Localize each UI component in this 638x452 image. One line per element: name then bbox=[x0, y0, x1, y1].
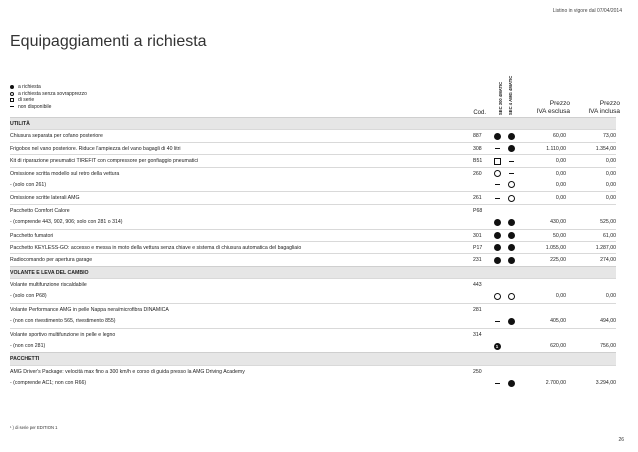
price-ex-vat: 430,00 bbox=[550, 219, 566, 226]
item-code: P68 bbox=[473, 207, 483, 214]
model-2-availability bbox=[507, 181, 515, 189]
price-inc-vat-header bbox=[568, 100, 620, 116]
dash-icon bbox=[495, 148, 500, 149]
model-1-availability bbox=[493, 145, 501, 153]
model-1-availability bbox=[493, 170, 501, 178]
legend-label: di serie bbox=[18, 97, 35, 103]
filled-circle-icon bbox=[494, 219, 501, 226]
model-2-availability bbox=[507, 306, 515, 314]
item-description: AMG Driver's Package: velocità max fino a 300 km/h e corso di guida presso la AMG Driving Academy bbox=[10, 368, 245, 375]
section-title: UTILITÀ bbox=[10, 121, 30, 127]
model-1-header: SEC 300 4MATIC bbox=[498, 81, 503, 115]
price-inc-vat: 756,00 bbox=[600, 343, 616, 350]
section-header-row bbox=[10, 352, 616, 364]
item-description: - (solo con 261) bbox=[10, 181, 47, 188]
dash-icon bbox=[509, 161, 514, 162]
model-2-availability bbox=[507, 218, 515, 226]
price-ex-vat: 2.700,00 bbox=[545, 380, 566, 387]
model-1-availability bbox=[493, 256, 501, 264]
number-one-circle-icon: 1 bbox=[494, 343, 501, 350]
table-row bbox=[10, 154, 616, 166]
item-description: Volante multifunzione riscaldabile bbox=[10, 282, 87, 289]
legend-item bbox=[10, 104, 87, 111]
model-1-availability bbox=[493, 218, 501, 226]
filled-circle-icon bbox=[494, 232, 501, 239]
filled-circle-icon bbox=[508, 219, 515, 226]
dash-icon bbox=[10, 106, 14, 107]
legend bbox=[10, 84, 87, 110]
section-title: VOLANTE E LEVA DEL CAMBIO bbox=[10, 269, 89, 276]
model-1-availability bbox=[493, 306, 501, 314]
table-row bbox=[10, 303, 616, 315]
model-1-availability bbox=[493, 244, 501, 252]
item-code: 887 bbox=[473, 133, 482, 140]
table-row bbox=[10, 229, 616, 241]
code-header: Cod. bbox=[473, 110, 486, 116]
model-1-availability bbox=[493, 292, 501, 300]
item-description: - (non con 281) bbox=[10, 343, 46, 350]
page-number: 26 bbox=[618, 437, 624, 443]
model-2-availability bbox=[507, 331, 515, 339]
footnote: ¹ ) di serie per EDITION 1 bbox=[10, 425, 58, 430]
filled-circle-icon bbox=[508, 133, 515, 140]
section-header-row bbox=[10, 266, 616, 278]
item-description: - (comprende AC1; non con R66) bbox=[10, 380, 87, 387]
item-description: Radiocomando per apertura garage bbox=[10, 257, 93, 264]
item-description: Kit di riparazione pneumatici TIREFIT con compressore per gonfiaggio pneumatici bbox=[10, 158, 199, 165]
dash-icon bbox=[495, 321, 500, 322]
item-code: 250 bbox=[473, 368, 482, 375]
price-inc-vat: 0,00 bbox=[605, 158, 616, 165]
model-2-availability bbox=[507, 317, 515, 325]
table-row bbox=[10, 340, 616, 352]
validity-note: Listino in vigore dal 07/04/2014 bbox=[552, 8, 622, 14]
model-1-availability bbox=[493, 194, 501, 202]
model-2-availability bbox=[507, 145, 515, 153]
table-row bbox=[10, 191, 616, 203]
model-1-availability bbox=[493, 132, 501, 140]
price-inc-vat-header-line1: Prezzo bbox=[599, 100, 620, 107]
table-row bbox=[10, 290, 616, 302]
model-2-availability bbox=[507, 170, 515, 178]
filled-circle-icon bbox=[10, 85, 14, 89]
model-2-availability bbox=[507, 379, 515, 387]
model-1-availability bbox=[493, 232, 501, 240]
item-code: 261 bbox=[473, 195, 482, 202]
table-row bbox=[10, 241, 616, 253]
dash-icon bbox=[495, 184, 500, 185]
filled-circle-icon bbox=[508, 232, 515, 239]
price-ex-vat-header bbox=[518, 100, 570, 116]
price-inc-vat: 1.354,00 bbox=[595, 145, 616, 152]
table-row bbox=[10, 365, 616, 377]
item-description: Chiusura separata per cofano posteriore bbox=[10, 133, 103, 140]
item-code: 281 bbox=[473, 306, 482, 313]
table-row bbox=[10, 142, 616, 154]
empty-circle-icon bbox=[508, 293, 515, 300]
model-2-availability bbox=[507, 342, 515, 350]
page-title: Equipaggiamenti a richiesta bbox=[10, 33, 207, 50]
table-row bbox=[10, 204, 616, 216]
price-ex-vat: 0,00 bbox=[555, 195, 566, 202]
filled-circle-icon bbox=[508, 145, 515, 152]
item-code: 314 bbox=[473, 331, 482, 338]
table-row bbox=[10, 167, 616, 179]
model-1-availability bbox=[493, 207, 501, 215]
filled-circle-icon bbox=[508, 380, 515, 387]
model-1-availability bbox=[493, 342, 501, 350]
square-icon bbox=[494, 158, 501, 165]
model-1-availability bbox=[493, 317, 501, 325]
price-ex-vat: 405,00 bbox=[550, 318, 566, 325]
table-row bbox=[10, 377, 616, 389]
model-1-availability bbox=[493, 181, 501, 189]
model-2-availability bbox=[507, 207, 515, 215]
model-2-availability bbox=[507, 157, 515, 165]
item-code: P17 bbox=[473, 244, 483, 251]
filled-circle-icon bbox=[508, 244, 515, 251]
model-2-availability bbox=[507, 281, 515, 289]
legend-label: a richiesta bbox=[18, 84, 41, 90]
price-inc-vat: 0,00 bbox=[605, 293, 616, 300]
model-1-availability bbox=[493, 368, 501, 376]
model-2-availability bbox=[507, 244, 515, 252]
dash-icon bbox=[495, 383, 500, 384]
item-code: 260 bbox=[473, 170, 482, 177]
model-1-availability bbox=[493, 281, 501, 289]
item-description: Pacchetto Comfort Calore bbox=[10, 207, 70, 214]
table-header bbox=[10, 60, 620, 117]
item-code: 308 bbox=[473, 145, 482, 152]
price-inc-vat: 0,00 bbox=[605, 170, 616, 177]
price-inc-vat: 3.294,00 bbox=[595, 380, 616, 387]
table-row bbox=[10, 315, 616, 327]
empty-circle-icon bbox=[494, 293, 501, 300]
filled-circle-icon bbox=[494, 257, 501, 264]
price-inc-vat: 0,00 bbox=[605, 195, 616, 202]
price-inc-vat: 1.287,00 bbox=[595, 244, 616, 251]
dash-icon bbox=[509, 173, 514, 174]
price-ex-vat: 225,00 bbox=[550, 257, 566, 264]
model-1-availability bbox=[493, 157, 501, 165]
price-inc-vat: 494,00 bbox=[600, 318, 616, 325]
section-title: PACCHETTI bbox=[10, 356, 40, 363]
item-code: 301 bbox=[473, 232, 482, 239]
price-ex-vat: 50,00 bbox=[553, 232, 566, 239]
model-2-availability bbox=[507, 292, 515, 300]
price-table bbox=[10, 117, 616, 390]
price-inc-vat: 525,00 bbox=[600, 219, 616, 226]
model-2-availability bbox=[507, 194, 515, 202]
empty-circle-icon bbox=[494, 170, 501, 177]
legend-label: non disponibile bbox=[18, 103, 52, 110]
price-ex-vat-header-line1: Prezzo bbox=[549, 100, 570, 107]
table-row bbox=[10, 179, 616, 191]
price-inc-vat-header-line2: IVA inclusa bbox=[588, 108, 620, 115]
price-ex-vat: 0,00 bbox=[555, 170, 566, 177]
model-2-header: SEC 4 AMG 4MATIC bbox=[508, 75, 513, 115]
filled-circle-icon bbox=[508, 318, 515, 325]
price-ex-vat: 0,00 bbox=[555, 293, 566, 300]
dash-icon bbox=[495, 198, 500, 199]
filled-circle-icon bbox=[494, 244, 501, 251]
item-code: B51 bbox=[473, 158, 483, 165]
item-description: Pacchetto fumatori bbox=[10, 232, 54, 239]
square-icon bbox=[10, 98, 14, 102]
table-row bbox=[10, 129, 616, 141]
empty-circle-icon bbox=[10, 92, 14, 96]
price-ex-vat: 0,00 bbox=[555, 181, 566, 188]
empty-circle-icon bbox=[508, 181, 515, 188]
price-inc-vat: 274,00 bbox=[600, 257, 616, 264]
item-description: - (solo con P68) bbox=[10, 293, 47, 300]
item-description: Volante Performance AMG in pelle Nappa nera/microfibra DINAMICA bbox=[10, 306, 169, 313]
table-row bbox=[10, 328, 616, 340]
item-code: 231 bbox=[473, 257, 482, 264]
price-ex-vat-header-line2: IVA esclusa bbox=[536, 108, 570, 115]
item-description: Omissione scritta modello sul retro della vettura bbox=[10, 170, 120, 177]
model-2-availability bbox=[507, 368, 515, 376]
model-1-availability bbox=[493, 379, 501, 387]
model-2-availability bbox=[507, 132, 515, 140]
item-description: - (comprende 443, 902, 906; solo con 281 o 314) bbox=[10, 219, 123, 226]
price-ex-vat: 60,00 bbox=[553, 133, 566, 140]
price-ex-vat: 1.055,00 bbox=[545, 244, 566, 251]
model-1-availability bbox=[493, 331, 501, 339]
price-inc-vat: 61,00 bbox=[603, 232, 616, 239]
filled-circle-icon bbox=[494, 133, 501, 140]
price-inc-vat: 0,00 bbox=[605, 181, 616, 188]
item-description: Frigobox nel vano posteriore. Riduce l'ampiezza del vano bagagli di 40 litri bbox=[10, 145, 181, 152]
price-ex-vat: 1.110,00 bbox=[546, 145, 566, 152]
item-code: 443 bbox=[473, 282, 482, 289]
model-2-availability bbox=[507, 232, 515, 240]
item-description: Pacchetto KEYLESS-GO: accesso e messa in moto della vettura senza chiave e sistema di chiusura automatica del bagagliaio bbox=[10, 244, 302, 251]
section-header-row bbox=[10, 117, 616, 129]
price-ex-vat: 620,00 bbox=[550, 343, 566, 350]
legend-label: a richiesta senza sovrapprezzo bbox=[18, 90, 87, 97]
item-description: Omissione scritte laterali AMG bbox=[10, 195, 80, 202]
empty-circle-icon bbox=[508, 195, 515, 202]
item-description: - (non con rivestimento 565, rivestimento 855) bbox=[10, 318, 116, 325]
table-row bbox=[10, 253, 616, 265]
model-2-availability bbox=[507, 256, 515, 264]
price-ex-vat: 0,00 bbox=[555, 158, 566, 165]
table-row bbox=[10, 278, 616, 290]
price-inc-vat: 73,00 bbox=[603, 133, 616, 140]
item-description: Volante sportivo multifunzione in pelle e legno bbox=[10, 331, 116, 338]
filled-circle-icon bbox=[508, 257, 515, 264]
table-row bbox=[10, 216, 616, 228]
